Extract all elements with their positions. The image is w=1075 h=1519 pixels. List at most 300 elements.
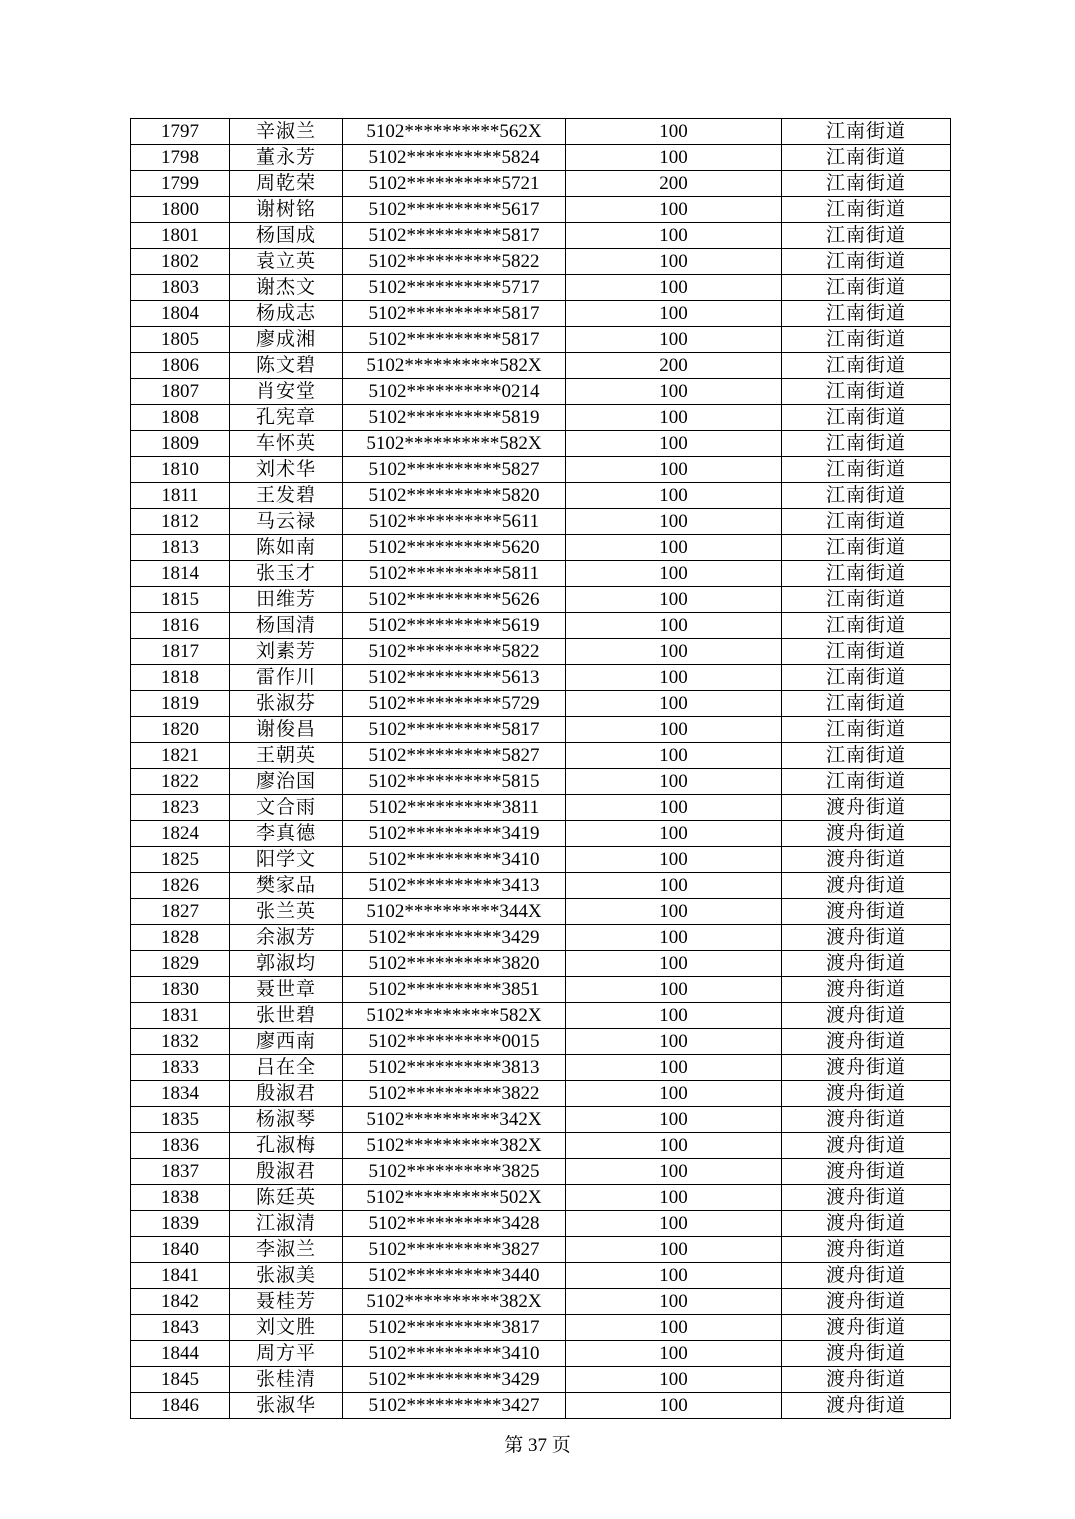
cell-name: 辛淑兰 xyxy=(230,119,343,145)
cell-street: 渡舟街道 xyxy=(782,977,951,1003)
cell-street: 江南街道 xyxy=(782,353,951,379)
cell-id-number: 5102**********5817 xyxy=(343,223,566,249)
cell-amount: 100 xyxy=(566,691,782,717)
cell-amount: 100 xyxy=(566,613,782,639)
cell-name: 车怀英 xyxy=(230,431,343,457)
cell-sequence: 1808 xyxy=(131,405,230,431)
table-row xyxy=(131,743,951,769)
cell-sequence: 1838 xyxy=(131,1185,230,1211)
cell-id-number: 5102**********5611 xyxy=(343,509,566,535)
cell-street: 江南街道 xyxy=(782,457,951,483)
table-row xyxy=(131,457,951,483)
cell-name: 张世碧 xyxy=(230,1003,343,1029)
cell-amount: 100 xyxy=(566,1029,782,1055)
cell-street: 江南街道 xyxy=(782,743,951,769)
table-row xyxy=(131,769,951,795)
cell-id-number: 5102**********344X xyxy=(343,899,566,925)
cell-street: 江南街道 xyxy=(782,379,951,405)
cell-name: 聂桂芳 xyxy=(230,1289,343,1315)
cell-sequence: 1802 xyxy=(131,249,230,275)
cell-sequence: 1815 xyxy=(131,587,230,613)
cell-sequence: 1810 xyxy=(131,457,230,483)
cell-id-number: 5102**********3419 xyxy=(343,821,566,847)
cell-id-number: 5102**********5617 xyxy=(343,197,566,223)
cell-name: 吕在全 xyxy=(230,1055,343,1081)
cell-street: 江南街道 xyxy=(782,145,951,171)
cell-id-number: 5102**********3440 xyxy=(343,1263,566,1289)
cell-amount: 100 xyxy=(566,561,782,587)
cell-id-number: 5102**********582X xyxy=(343,431,566,457)
table-row xyxy=(131,379,951,405)
cell-sequence: 1798 xyxy=(131,145,230,171)
cell-id-number: 5102**********3827 xyxy=(343,1237,566,1263)
cell-sequence: 1846 xyxy=(131,1393,230,1419)
table-row xyxy=(131,613,951,639)
cell-street: 江南街道 xyxy=(782,197,951,223)
cell-id-number: 5102**********382X xyxy=(343,1133,566,1159)
table-row xyxy=(131,1159,951,1185)
cell-id-number: 5102**********342X xyxy=(343,1107,566,1133)
cell-street: 渡舟街道 xyxy=(782,1315,951,1341)
cell-street: 渡舟街道 xyxy=(782,1237,951,1263)
cell-sequence: 1814 xyxy=(131,561,230,587)
cell-amount: 100 xyxy=(566,1237,782,1263)
cell-street: 渡舟街道 xyxy=(782,1263,951,1289)
table-row xyxy=(131,483,951,509)
cell-sequence: 1831 xyxy=(131,1003,230,1029)
cell-amount: 100 xyxy=(566,821,782,847)
cell-id-number: 5102**********582X xyxy=(343,1003,566,1029)
cell-street: 江南街道 xyxy=(782,613,951,639)
cell-id-number: 5102**********382X xyxy=(343,1289,566,1315)
cell-street: 江南街道 xyxy=(782,509,951,535)
cell-sequence: 1836 xyxy=(131,1133,230,1159)
cell-id-number: 5102**********0015 xyxy=(343,1029,566,1055)
cell-name: 樊家品 xyxy=(230,873,343,899)
table-row xyxy=(131,405,951,431)
cell-name: 陈如南 xyxy=(230,535,343,561)
cell-id-number: 5102**********5729 xyxy=(343,691,566,717)
table-row xyxy=(131,1237,951,1263)
table-row xyxy=(131,301,951,327)
cell-sequence: 1806 xyxy=(131,353,230,379)
cell-name: 廖西南 xyxy=(230,1029,343,1055)
cell-sequence: 1825 xyxy=(131,847,230,873)
cell-name: 郭淑均 xyxy=(230,951,343,977)
cell-sequence: 1821 xyxy=(131,743,230,769)
cell-name: 殷淑君 xyxy=(230,1159,343,1185)
table-row xyxy=(131,1393,951,1419)
cell-id-number: 5102**********582X xyxy=(343,353,566,379)
cell-sequence: 1823 xyxy=(131,795,230,821)
cell-amount: 100 xyxy=(566,431,782,457)
table-row xyxy=(131,1003,951,1029)
table-row xyxy=(131,145,951,171)
cell-amount: 100 xyxy=(566,1003,782,1029)
table-row xyxy=(131,1029,951,1055)
cell-amount: 100 xyxy=(566,1367,782,1393)
cell-amount: 100 xyxy=(566,1263,782,1289)
cell-name: 陈廷英 xyxy=(230,1185,343,1211)
cell-name: 廖成湘 xyxy=(230,327,343,353)
cell-amount: 100 xyxy=(566,535,782,561)
table-row xyxy=(131,535,951,561)
cell-id-number: 5102**********3410 xyxy=(343,1341,566,1367)
cell-amount: 100 xyxy=(566,899,782,925)
table-row xyxy=(131,509,951,535)
cell-sequence: 1841 xyxy=(131,1263,230,1289)
cell-name: 李淑兰 xyxy=(230,1237,343,1263)
cell-sequence: 1811 xyxy=(131,483,230,509)
cell-sequence: 1837 xyxy=(131,1159,230,1185)
cell-name: 张桂清 xyxy=(230,1367,343,1393)
cell-amount: 100 xyxy=(566,301,782,327)
table-row xyxy=(131,561,951,587)
cell-id-number: 5102**********5815 xyxy=(343,769,566,795)
cell-name: 张淑芬 xyxy=(230,691,343,717)
cell-sequence: 1803 xyxy=(131,275,230,301)
cell-sequence: 1817 xyxy=(131,639,230,665)
cell-name: 张兰英 xyxy=(230,899,343,925)
table-row xyxy=(131,197,951,223)
cell-street: 渡舟街道 xyxy=(782,873,951,899)
table-row xyxy=(131,821,951,847)
cell-amount: 100 xyxy=(566,639,782,665)
cell-name: 刘文胜 xyxy=(230,1315,343,1341)
cell-street: 渡舟街道 xyxy=(782,925,951,951)
table-row xyxy=(131,1263,951,1289)
cell-amount: 100 xyxy=(566,795,782,821)
cell-id-number: 5102**********3817 xyxy=(343,1315,566,1341)
cell-street: 渡舟街道 xyxy=(782,1081,951,1107)
cell-name: 周方平 xyxy=(230,1341,343,1367)
cell-street: 江南街道 xyxy=(782,171,951,197)
table-row xyxy=(131,119,951,145)
cell-id-number: 5102**********5817 xyxy=(343,717,566,743)
cell-id-number: 5102**********5619 xyxy=(343,613,566,639)
cell-sequence: 1826 xyxy=(131,873,230,899)
table-row xyxy=(131,327,951,353)
cell-street: 江南街道 xyxy=(782,483,951,509)
cell-id-number: 5102**********5620 xyxy=(343,535,566,561)
cell-amount: 100 xyxy=(566,873,782,899)
cell-amount: 100 xyxy=(566,665,782,691)
cell-sequence: 1816 xyxy=(131,613,230,639)
table-row xyxy=(131,171,951,197)
cell-name: 文合雨 xyxy=(230,795,343,821)
cell-amount: 100 xyxy=(566,1185,782,1211)
cell-amount: 100 xyxy=(566,977,782,1003)
cell-sequence: 1799 xyxy=(131,171,230,197)
cell-street: 江南街道 xyxy=(782,119,951,145)
cell-id-number: 5102**********3413 xyxy=(343,873,566,899)
cell-amount: 100 xyxy=(566,275,782,301)
cell-sequence: 1809 xyxy=(131,431,230,457)
table-row xyxy=(131,223,951,249)
cell-amount: 200 xyxy=(566,353,782,379)
cell-street: 江南街道 xyxy=(782,665,951,691)
cell-sequence: 1797 xyxy=(131,119,230,145)
cell-amount: 100 xyxy=(566,1055,782,1081)
cell-street: 渡舟街道 xyxy=(782,1133,951,1159)
table-row xyxy=(131,587,951,613)
cell-street: 渡舟街道 xyxy=(782,899,951,925)
cell-sequence: 1827 xyxy=(131,899,230,925)
cell-amount: 100 xyxy=(566,327,782,353)
cell-street: 江南街道 xyxy=(782,535,951,561)
page-number: 第 37 页 xyxy=(504,1435,571,1456)
cell-id-number: 5102**********3820 xyxy=(343,951,566,977)
cell-amount: 100 xyxy=(566,1289,782,1315)
cell-name: 董永芳 xyxy=(230,145,343,171)
cell-name: 周乾荣 xyxy=(230,171,343,197)
cell-amount: 100 xyxy=(566,717,782,743)
cell-street: 渡舟街道 xyxy=(782,847,951,873)
cell-id-number: 5102**********502X xyxy=(343,1185,566,1211)
cell-street: 江南街道 xyxy=(782,691,951,717)
cell-name: 孔宪章 xyxy=(230,405,343,431)
table-row xyxy=(131,665,951,691)
cell-amount: 100 xyxy=(566,1081,782,1107)
cell-id-number: 5102**********3427 xyxy=(343,1393,566,1419)
cell-street: 江南街道 xyxy=(782,301,951,327)
cell-amount: 100 xyxy=(566,847,782,873)
cell-name: 袁立英 xyxy=(230,249,343,275)
table-row xyxy=(131,639,951,665)
table-row xyxy=(131,977,951,1003)
cell-amount: 100 xyxy=(566,483,782,509)
cell-sequence: 1805 xyxy=(131,327,230,353)
cell-street: 江南街道 xyxy=(782,717,951,743)
cell-street: 江南街道 xyxy=(782,561,951,587)
table-row xyxy=(131,1133,951,1159)
cell-sequence: 1840 xyxy=(131,1237,230,1263)
table-row xyxy=(131,691,951,717)
cell-street: 渡舟街道 xyxy=(782,1289,951,1315)
cell-sequence: 1820 xyxy=(131,717,230,743)
cell-id-number: 5102**********3410 xyxy=(343,847,566,873)
cell-name: 谢树铭 xyxy=(230,197,343,223)
cell-name: 谢俊昌 xyxy=(230,717,343,743)
cell-sequence: 1829 xyxy=(131,951,230,977)
cell-amount: 100 xyxy=(566,925,782,951)
cell-sequence: 1818 xyxy=(131,665,230,691)
cell-amount: 100 xyxy=(566,249,782,275)
cell-street: 渡舟街道 xyxy=(782,1367,951,1393)
cell-sequence: 1835 xyxy=(131,1107,230,1133)
cell-amount: 100 xyxy=(566,119,782,145)
cell-amount: 100 xyxy=(566,1159,782,1185)
cell-street: 渡舟街道 xyxy=(782,1055,951,1081)
cell-name: 杨国成 xyxy=(230,223,343,249)
table-row xyxy=(131,1367,951,1393)
cell-street: 江南街道 xyxy=(782,327,951,353)
cell-amount: 100 xyxy=(566,1133,782,1159)
cell-street: 渡舟街道 xyxy=(782,1159,951,1185)
cell-street: 渡舟街道 xyxy=(782,1029,951,1055)
cell-sequence: 1824 xyxy=(131,821,230,847)
cell-street: 渡舟街道 xyxy=(782,1185,951,1211)
cell-street: 渡舟街道 xyxy=(782,1393,951,1419)
cell-id-number: 5102**********562X xyxy=(343,119,566,145)
cell-name: 聂世章 xyxy=(230,977,343,1003)
cell-name: 陈文碧 xyxy=(230,353,343,379)
cell-sequence: 1800 xyxy=(131,197,230,223)
cell-street: 渡舟街道 xyxy=(782,1003,951,1029)
cell-name: 马云禄 xyxy=(230,509,343,535)
cell-amount: 100 xyxy=(566,405,782,431)
cell-amount: 100 xyxy=(566,197,782,223)
table-row xyxy=(131,431,951,457)
cell-id-number: 5102**********0214 xyxy=(343,379,566,405)
cell-name: 杨淑琴 xyxy=(230,1107,343,1133)
cell-id-number: 5102**********5820 xyxy=(343,483,566,509)
cell-sequence: 1830 xyxy=(131,977,230,1003)
table-row xyxy=(131,951,951,977)
cell-id-number: 5102**********5824 xyxy=(343,145,566,171)
cell-street: 江南街道 xyxy=(782,639,951,665)
cell-name: 田维芳 xyxy=(230,587,343,613)
cell-name: 孔淑梅 xyxy=(230,1133,343,1159)
cell-name: 李真德 xyxy=(230,821,343,847)
cell-id-number: 5102**********5827 xyxy=(343,457,566,483)
table-row xyxy=(131,1315,951,1341)
cell-street: 渡舟街道 xyxy=(782,821,951,847)
cell-sequence: 1807 xyxy=(131,379,230,405)
cell-id-number: 5102**********3429 xyxy=(343,925,566,951)
cell-sequence: 1843 xyxy=(131,1315,230,1341)
table-row xyxy=(131,925,951,951)
cell-amount: 100 xyxy=(566,587,782,613)
cell-name: 江淑清 xyxy=(230,1211,343,1237)
table-row xyxy=(131,1341,951,1367)
cell-name: 谢杰文 xyxy=(230,275,343,301)
cell-sequence: 1828 xyxy=(131,925,230,951)
cell-id-number: 5102**********3429 xyxy=(343,1367,566,1393)
cell-name: 张淑美 xyxy=(230,1263,343,1289)
table-row xyxy=(131,795,951,821)
cell-sequence: 1801 xyxy=(131,223,230,249)
cell-amount: 100 xyxy=(566,379,782,405)
cell-sequence: 1844 xyxy=(131,1341,230,1367)
cell-id-number: 5102**********5822 xyxy=(343,249,566,275)
cell-sequence: 1819 xyxy=(131,691,230,717)
beneficiary-table xyxy=(130,118,951,1419)
cell-street: 江南街道 xyxy=(782,405,951,431)
table-row xyxy=(131,1211,951,1237)
cell-id-number: 5102**********5717 xyxy=(343,275,566,301)
cell-id-number: 5102**********5822 xyxy=(343,639,566,665)
cell-amount: 100 xyxy=(566,769,782,795)
cell-street: 渡舟街道 xyxy=(782,1107,951,1133)
cell-amount: 100 xyxy=(566,145,782,171)
cell-id-number: 5102**********3851 xyxy=(343,977,566,1003)
cell-sequence: 1822 xyxy=(131,769,230,795)
table-row xyxy=(131,847,951,873)
cell-amount: 200 xyxy=(566,171,782,197)
cell-street: 渡舟街道 xyxy=(782,1341,951,1367)
table-row xyxy=(131,1055,951,1081)
cell-name: 雷作川 xyxy=(230,665,343,691)
cell-sequence: 1833 xyxy=(131,1055,230,1081)
cell-amount: 100 xyxy=(566,457,782,483)
cell-amount: 100 xyxy=(566,1315,782,1341)
cell-amount: 100 xyxy=(566,1211,782,1237)
cell-name: 刘素芳 xyxy=(230,639,343,665)
table-row xyxy=(131,1289,951,1315)
cell-name: 张玉才 xyxy=(230,561,343,587)
cell-id-number: 5102**********5827 xyxy=(343,743,566,769)
table-body xyxy=(131,119,951,1419)
cell-sequence: 1842 xyxy=(131,1289,230,1315)
cell-street: 渡舟街道 xyxy=(782,1211,951,1237)
cell-id-number: 5102**********5811 xyxy=(343,561,566,587)
cell-sequence: 1834 xyxy=(131,1081,230,1107)
cell-name: 殷淑君 xyxy=(230,1081,343,1107)
cell-id-number: 5102**********3825 xyxy=(343,1159,566,1185)
cell-id-number: 5102**********5721 xyxy=(343,171,566,197)
cell-sequence: 1845 xyxy=(131,1367,230,1393)
cell-id-number: 5102**********5626 xyxy=(343,587,566,613)
table-row xyxy=(131,275,951,301)
cell-name: 杨国清 xyxy=(230,613,343,639)
table-row xyxy=(131,1185,951,1211)
table-row xyxy=(131,717,951,743)
table-row xyxy=(131,249,951,275)
cell-name: 刘术华 xyxy=(230,457,343,483)
cell-street: 渡舟街道 xyxy=(782,951,951,977)
cell-name: 张淑华 xyxy=(230,1393,343,1419)
table-row xyxy=(131,1081,951,1107)
cell-amount: 100 xyxy=(566,743,782,769)
cell-id-number: 5102**********5613 xyxy=(343,665,566,691)
cell-amount: 100 xyxy=(566,509,782,535)
cell-street: 江南街道 xyxy=(782,769,951,795)
cell-street: 江南街道 xyxy=(782,431,951,457)
cell-amount: 100 xyxy=(566,951,782,977)
table-row xyxy=(131,1107,951,1133)
cell-id-number: 5102**********5819 xyxy=(343,405,566,431)
cell-sequence: 1832 xyxy=(131,1029,230,1055)
cell-amount: 100 xyxy=(566,1393,782,1419)
cell-name: 王朝英 xyxy=(230,743,343,769)
cell-name: 阳学文 xyxy=(230,847,343,873)
cell-street: 江南街道 xyxy=(782,587,951,613)
cell-street: 江南街道 xyxy=(782,275,951,301)
cell-street: 江南街道 xyxy=(782,223,951,249)
cell-street: 渡舟街道 xyxy=(782,795,951,821)
cell-name: 杨成志 xyxy=(230,301,343,327)
cell-amount: 100 xyxy=(566,1341,782,1367)
cell-sequence: 1813 xyxy=(131,535,230,561)
cell-name: 王发碧 xyxy=(230,483,343,509)
cell-id-number: 5102**********5817 xyxy=(343,301,566,327)
cell-id-number: 5102**********3813 xyxy=(343,1055,566,1081)
cell-name: 肖安堂 xyxy=(230,379,343,405)
cell-sequence: 1839 xyxy=(131,1211,230,1237)
cell-name: 廖治国 xyxy=(230,769,343,795)
cell-name: 余淑芳 xyxy=(230,925,343,951)
cell-id-number: 5102**********3428 xyxy=(343,1211,566,1237)
table-row xyxy=(131,899,951,925)
cell-street: 江南街道 xyxy=(782,249,951,275)
cell-id-number: 5102**********3811 xyxy=(343,795,566,821)
cell-amount: 100 xyxy=(566,223,782,249)
cell-id-number: 5102**********3822 xyxy=(343,1081,566,1107)
cell-id-number: 5102**********5817 xyxy=(343,327,566,353)
cell-sequence: 1812 xyxy=(131,509,230,535)
table-row xyxy=(131,873,951,899)
